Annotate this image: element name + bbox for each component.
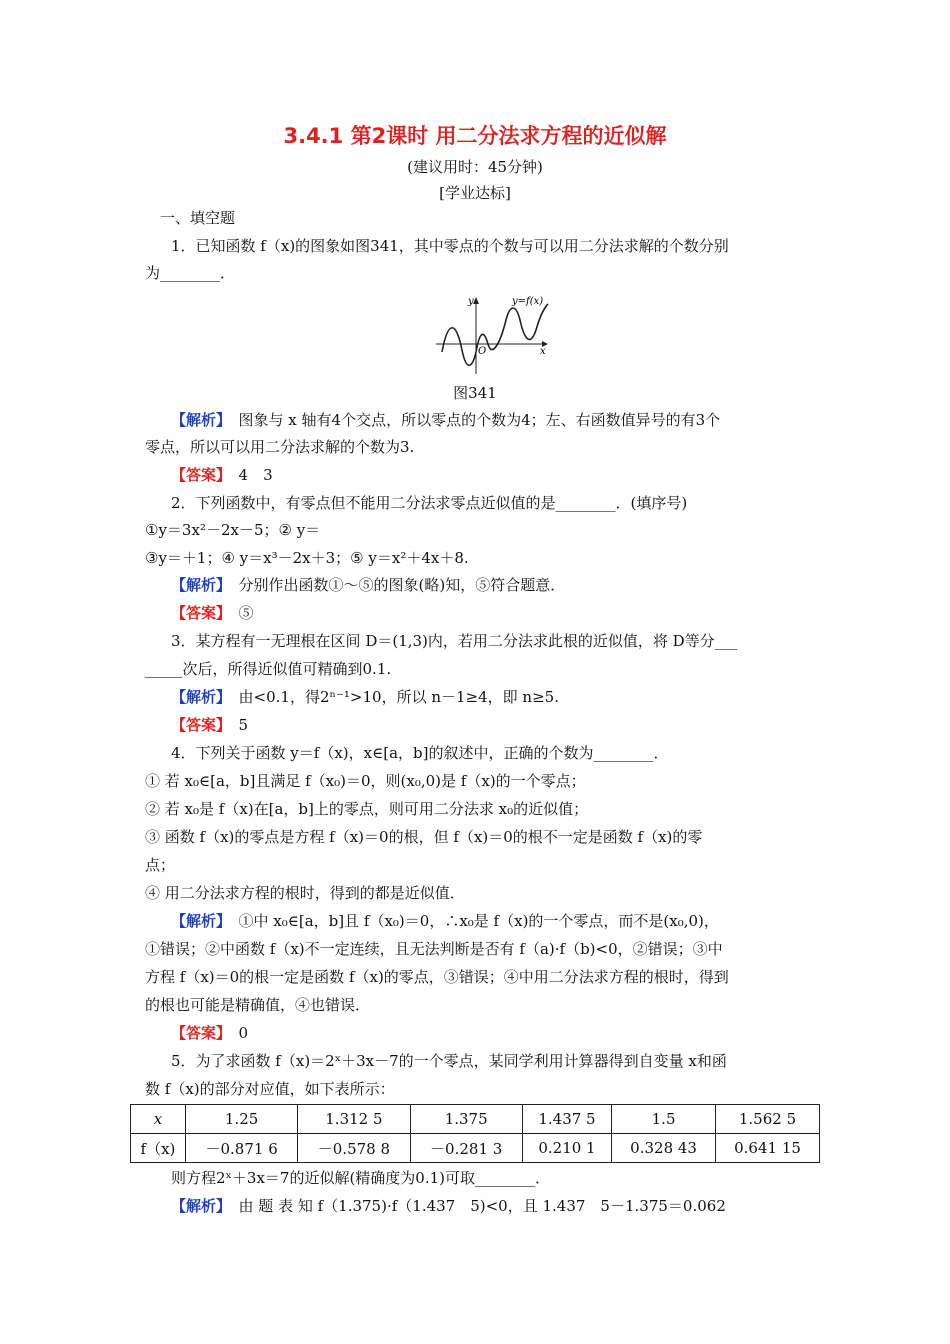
table-cell: 1.25 [185,1105,297,1134]
q2-analysis-tag: 【解析】 [171,576,224,594]
q4-statement-4: ④ 用二分法求方程的根时，得到的都是近似值． [145,884,465,902]
table-cell: 1.437 5 [522,1105,611,1134]
section-label: [学业达标] [439,184,511,202]
q1-line2: 为________． [145,264,236,282]
q3-analysis: 由<0.1，得2ⁿ⁻¹>10，所以 n－1≥4，即 n≥5. [238,688,559,706]
graph-func-label: y=f(x) [512,296,544,307]
q3-answer: 5 [238,716,249,734]
table-cell: 0.641 15 [716,1134,820,1163]
table-cell: 1.562 5 [716,1105,820,1134]
q2-options-2: ③y＝＋1；④ y＝x³－2x＋3；⑤ y＝x²＋4x＋8. [145,549,469,567]
q2-options-1: ①y＝3x²－2x－5；② y＝ [145,521,321,539]
q4-statement-2: ② 若 x₀是 f（x)在[a，b]上的零点，则可用二分法求 x₀的近似值； [145,800,589,818]
table-cell: 0.210 1 [522,1134,611,1163]
table-row [131,1134,820,1163]
time-note: (建议用时：45分钟) [407,158,543,176]
q4-analysis-line4: 的根也可能是精确值，④也错误． [145,996,371,1014]
part-heading: 一、填空题 [160,209,236,227]
table-cell: －0.578 8 [298,1134,410,1163]
table-cell: 1.312 5 [298,1105,410,1134]
q1-answer-tag: 【答案】 [171,466,224,484]
q4-line1: 4．下列关于函数 y＝f（x)，x∈[a，b]的叙述中，正确的个数为________． [171,744,669,762]
q1-analysis-tag: 【解析】 [171,411,224,429]
table-cell: －0.871 6 [185,1134,297,1163]
figure-caption: 图341 [453,384,497,402]
q3-line1: 3．某方程有一无理根在区间 D＝(1,3)内，若用二分法求此根的近似值，将 D等分___ [171,632,738,650]
q1-answer: 4 3 [238,466,273,484]
q4-answer-tag: 【答案】 [171,1024,224,1042]
table-cell: x [131,1105,186,1134]
q5-analysis: 由 题 表 知 f（1.375)·f（1.437 5)<0，且 1.437 5－1.375＝0.062 [238,1197,726,1215]
q2-answer-tag: 【答案】 [171,604,224,622]
table-cell: －0.281 3 [410,1134,522,1163]
q4-answer: 0 [238,1024,249,1042]
q3-answer-tag: 【答案】 [171,716,224,734]
q1-analysis-line2: 零点，所以可以用二分法求解的个数为3. [145,438,415,456]
q4-statement-1: ① 若 x₀∈[a，b]且满足 f（x₀)＝0，则(x₀,0)是 f（x)的一个零点； [145,772,586,790]
table-cell: f（x) [131,1134,186,1163]
q2-line1: 2．下列函数中，有零点但不能用二分法求零点近似值的是________．(填序号) [171,494,688,512]
function-graph [430,290,560,376]
q2-analysis: 分别作出函数①～⑤的图象(略)知，⑤符合题意． [238,576,566,594]
q3-line2: _____次后，所得近似值可精确到0.1. [145,660,392,678]
q1-line1: 1．已知函数 f（x)的图象如图341，其中零点的个数与可以用二分法求解的个数分别 [171,237,729,255]
q5-line1: 5．为了求函数 f（x)＝2ˣ＋3x－7的一个零点，某同学利用计算器得到自变量 x和函 [171,1052,727,1070]
q5-line2: 数 f（x)的部分对应值，如下表所示： [145,1080,395,1098]
table-cell: 1.375 [410,1105,522,1134]
q4-analysis-line3: 方程 f（x)＝0的根一定是函数 f（x)的零点，③错误；④中用二分法求方程的根时，得到 [145,968,729,986]
graph-y-label: y [468,296,474,307]
q5-line3: 则方程2ˣ＋3x＝7的近似解(精确度为0.1)可取________． [171,1169,551,1187]
q4-statement-3a: ③ 函数 f（x)的零点是方程 f（x)＝0的根，但 f（x)＝0的根不一定是函数 f（x)的零 [145,828,703,846]
table-cell: 0.328 43 [612,1134,716,1163]
page-title: 3.4.1 第2课时 用二分法求方程的近似解 [283,124,667,148]
table-cell: 1.5 [612,1105,716,1134]
values-table [130,1104,820,1163]
q1-analysis-line1: 图象与 x 轴有4个交点，所以零点的个数为4；左、右函数值异号的有3个 [238,411,721,429]
q4-analysis-line2: ①错误；②中函数 f（x)不一定连续，且无法判断是否有 f（a)·f（b)<0，②错误；③中 [145,940,723,958]
q4-analysis-tag: 【解析】 [171,912,224,930]
q2-answer: ⑤ [238,604,254,622]
q5-analysis-tag: 【解析】 [171,1197,224,1215]
q3-analysis-tag: 【解析】 [171,688,224,706]
graph-origin-label: O [478,346,487,357]
graph-x-label: x [540,346,546,357]
q4-analysis-line1: ①中 x₀∈[a，b]且 f（x₀)＝0，∴x₀是 f（x)的一个零点，而不是(x₀,0)， [238,912,719,930]
q4-statement-3b: 点； [145,856,176,874]
table-row [131,1105,820,1134]
